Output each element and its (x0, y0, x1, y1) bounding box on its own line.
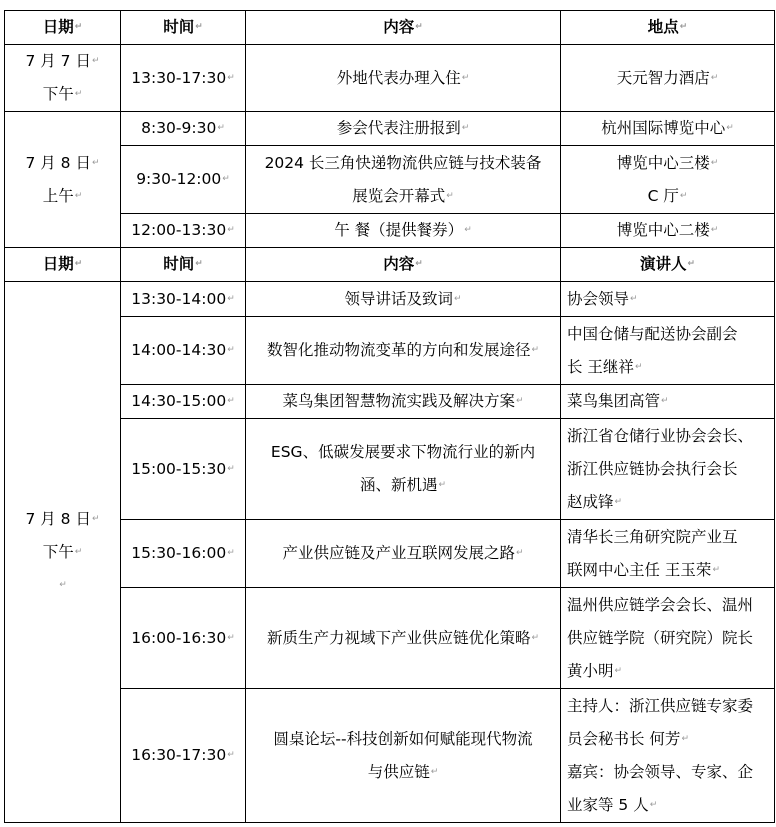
location-cell: 杭州国际博览中心↵ (561, 112, 775, 146)
content-cell: 新质生产力视域下产业供应链优化策略↵ (246, 588, 561, 689)
table-row (5, 282, 775, 317)
time-cell: 13:30-14:00↵ (121, 282, 246, 317)
time-cell: 12:00-13:30↵ (121, 214, 246, 248)
table-row (5, 317, 775, 385)
location-cell: 天元智力酒店↵ (561, 45, 775, 112)
date-cell: 7 月 8 日↵ 上午↵ (5, 112, 121, 248)
time-cell: 13:30-17:30↵ (121, 45, 246, 112)
speaker-cell: 中国仓储与配送协会副会 长 王继祥↵ (561, 317, 775, 385)
content-cell: 午 餐（提供餐券）↵ (246, 214, 561, 248)
header-speaker: 演讲人↵ (561, 248, 775, 282)
speaker-cell: 温州供应链学会会长、温州 供应链学院（研究院）院长 黄小明↵ (561, 588, 775, 689)
header-row-1 (5, 11, 775, 45)
content-cell: 外地代表办理入住↵ (246, 45, 561, 112)
table-row (5, 520, 775, 588)
location-cell: 博览中心三楼↵ C 厅↵ (561, 146, 775, 214)
time-cell: 16:30-17:30↵ (121, 689, 246, 823)
header-row-2 (5, 248, 775, 282)
content-cell: 数智化推动物流变革的方向和发展途径↵ (246, 317, 561, 385)
date-cell: 7 月 8 日↵ 下午↵ ↵ (5, 282, 121, 823)
content-cell: 领导讲话及致词↵ (246, 282, 561, 317)
speaker-cell: 菜鸟集团高管↵ (561, 385, 775, 419)
header-date: 日期↵ (5, 248, 121, 282)
speaker-cell: 清华长三角研究院产业互 联网中心主任 王玉荣↵ (561, 520, 775, 588)
table-row (5, 45, 775, 112)
table-row (5, 588, 775, 689)
table-row (5, 112, 775, 146)
content-cell: 2024 长三角快递物流供应链与技术装备 展览会开幕式↵ (246, 146, 561, 214)
time-cell: 14:30-15:00↵ (121, 385, 246, 419)
schedule-table (4, 10, 775, 823)
header-time: 时间↵ (121, 11, 246, 45)
time-cell: 15:00-15:30↵ (121, 419, 246, 520)
header-content: 内容↵ (246, 248, 561, 282)
speaker-cell: 协会领导↵ (561, 282, 775, 317)
content-cell: 菜鸟集团智慧物流实践及解决方案↵ (246, 385, 561, 419)
content-cell: 产业供应链及产业互联网发展之路↵ (246, 520, 561, 588)
table-row (5, 385, 775, 419)
table-row (5, 689, 775, 823)
header-location: 地点↵ (561, 11, 775, 45)
speaker-cell: 浙江省仓储行业协会会长、 浙江供应链协会执行会长 赵成锋↵ (561, 419, 775, 520)
content-cell: 圆桌论坛--科技创新如何赋能现代物流 与供应链↵ (246, 689, 561, 823)
time-cell: 14:00-14:30↵ (121, 317, 246, 385)
content-cell: 参会代表注册报到↵ (246, 112, 561, 146)
time-cell: 16:00-16:30↵ (121, 588, 246, 689)
header-date: 日期↵ (5, 11, 121, 45)
header-time: 时间↵ (121, 248, 246, 282)
date-cell: 7 月 7 日↵ 下午↵ (5, 45, 121, 112)
time-cell: 9:30-12:00↵ (121, 146, 246, 214)
content-cell: ESG、低碳发展要求下物流行业的新内 涵、新机遇↵ (246, 419, 561, 520)
location-cell: 博览中心二楼↵ (561, 214, 775, 248)
header-content: 内容↵ (246, 11, 561, 45)
time-cell: 15:30-16:00↵ (121, 520, 246, 588)
table-row (5, 214, 775, 248)
time-cell: 8:30-9:30↵ (121, 112, 246, 146)
table-row (5, 146, 775, 214)
speaker-cell: 主持人：浙江供应链专家委 员会秘书长 何芳↵ 嘉宾：协会领导、专家、企 业家等 5 人↵ (561, 689, 775, 823)
table-row (5, 419, 775, 520)
